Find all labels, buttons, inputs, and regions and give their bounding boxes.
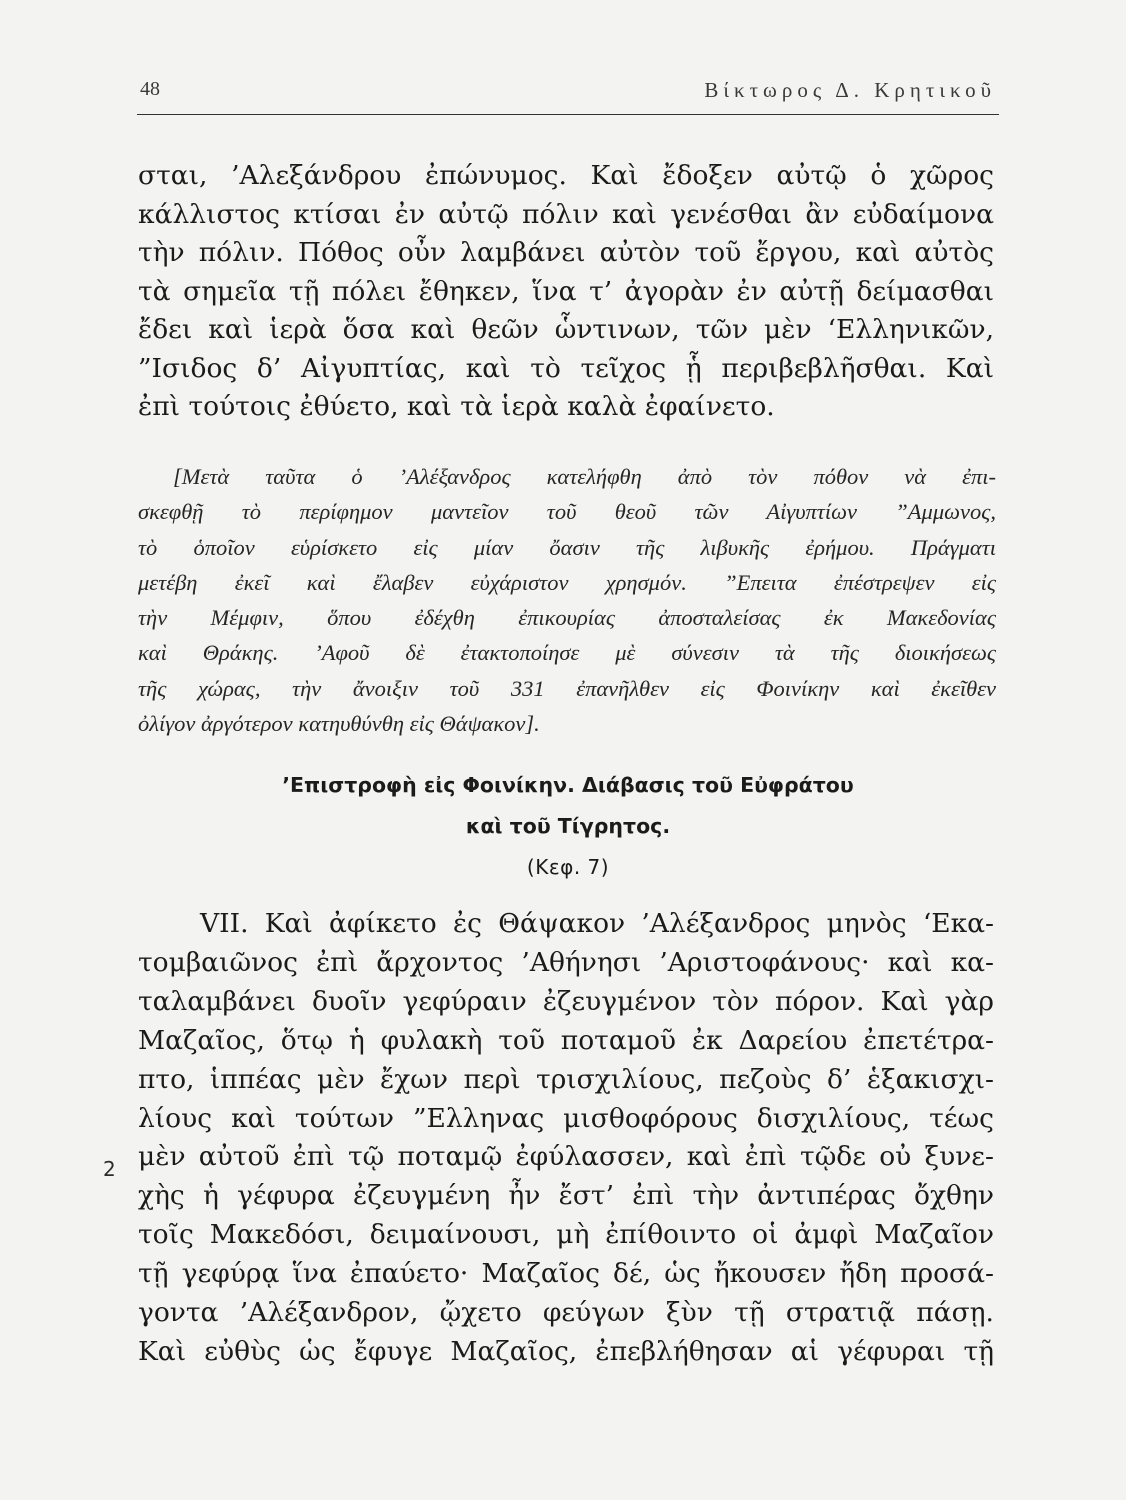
- text-line: πτο, ἱππέας μὲν ἔχων περὶ τρισχιλίους, πεζοὺς δ’ ἑξακισχι-: [138, 1063, 994, 1095]
- text-line: γοντα ’Αλέξανδρον, ᾤχετο φεύγων ξὺν τῇ στρατιᾷ πάσῃ.: [138, 1297, 994, 1329]
- paragraph-a: [138, 157, 994, 427]
- running-title: Βίκτωρος Δ. Κρητικοῦ: [704, 78, 996, 102]
- text-line: χὴς ἡ γέφυρα ἐζευγμένη ἦν ἔστ’ ἐπὶ τὴν ἀντιπέρας ὄχθην: [138, 1180, 994, 1212]
- note-line: ὀλίγον ἀργότερον κατηυθύνθη εἰς Θάψακον].: [138, 711, 540, 737]
- text-line: μὲν αὐτοῦ ἐπὶ τῷ ποταμῷ ἐφύλασσεν, καὶ ἐπὶ τῷδε οὐ ξυνε-: [138, 1141, 994, 1173]
- text-line: ταλαμβάνει δυοῖν γεφύραιν ἐζευγμένον τὸν πόρον. Καὶ γὰρ: [138, 985, 994, 1017]
- note-line: καὶ Θράκης. ’Αφοῦ δὲ ἐτακτοποίησε μὲ σύνεσιν τὰ τῆς διοικήσεως: [138, 640, 996, 666]
- text-line: τομβαιῶνος ἐπὶ ἄρχοντος ’Αθήνησι ’Αριστοφάνους· καὶ κα-: [138, 946, 994, 978]
- paragraph-b: [138, 905, 994, 1372]
- note-line: μετέβη ἐκεῖ καὶ ἔλαβεν εὐχάριστον χρησμόν. ”Επειτα ἐπέστρεψεν εἰς: [138, 569, 996, 595]
- bracketed-note: [138, 459, 996, 741]
- text-line: VII. Καὶ ἀφίκετο ἐς Θάψακον ’Αλέξανδρος μηνὸς ‘Εκα-: [200, 908, 994, 939]
- text-line: ”Ισιδος δ’ Αἰγυπτίας, καὶ τὸ τεῖχος ᾗ περιβεβλῆσθαι. Καὶ: [138, 352, 994, 384]
- text-line: ἐπὶ τούτοις ἐθύετο, καὶ τὰ ἱερὰ καλὰ ἐφαίνετο.: [138, 391, 775, 422]
- text-line: ἔδει καὶ ἱερὰ ὅσα καὶ θεῶν ὧντινων, τῶν μὲν ‘Ελληνικῶν,: [138, 314, 994, 345]
- text-line: τῇ γεφύρᾳ ἵνα ἐπαύετο· Μαζαῖος δέ, ὡς ἤκουσεν ἤδη προσά-: [138, 1258, 994, 1290]
- section-heading: ’Επιστροφὴ εἰς Φοινίκην. Διάβασις τοῦ Εὐφράτου: [282, 773, 854, 797]
- section-heading-continued: καὶ τοῦ Τίγρητος.: [465, 814, 671, 838]
- note-line: τὸ ὁποῖον εὑρίσκετο εἰς μίαν ὄασιν τῆς λιβυκῆς ἐρήμου. Πράγματι: [138, 534, 996, 560]
- note-line: τῆς χώρας, τὴν ἄνοιξιν τοῦ 331 ἐπανῆλθεν εἰς Φοινίκην καὶ ἐκεῖθεν: [138, 675, 996, 701]
- note-line: σκεφθῇ τὸ περίφημον μαντεῖον τοῦ θεοῦ τῶν Αἰγυπτίων ”Αμμωνος,: [138, 499, 996, 525]
- note-line: τὴν Μέμφιν, ὅπου ἐδέχθη ἐπικουρίας ἀποσταλείσας ἐκ Μακεδονίας: [138, 605, 996, 631]
- text-line: σται, ’Αλεξάνδρου ἐπώνυμος. Καὶ ἔδοξεν αὐτῷ ὁ χῶρος: [138, 160, 994, 191]
- text-line: κάλλιστος κτίσαι ἐν αὐτῷ πόλιν καὶ γενέσθαι ἂν εὐδαίμονα: [138, 198, 994, 230]
- header-rule: [137, 114, 999, 115]
- note-line: [Μετὰ ταῦτα ὁ ’Αλέξανδρος κατελήφθη ἀπὸ τὸν πόθον νὰ ἐπι-: [173, 464, 996, 489]
- chapter-reference: (Κεφ. 7): [526, 855, 610, 879]
- margin-section-number: 2: [103, 1157, 116, 1181]
- running-head: [140, 78, 996, 108]
- text-line: τὴν πόλιν. Πόθος οὖν λαμβάνει αὐτὸν τοῦ ἔργου, καὶ αὐτὸς: [138, 237, 994, 268]
- text-line: τὰ σημεῖα τῇ πόλει ἔθηκεν, ἵνα τ’ ἀγορὰν ἐν αὐτῇ δείμασθαι: [138, 275, 994, 307]
- page-number: 48: [140, 78, 160, 100]
- text-line: λίους καὶ τούτων ”Ελληνας μισθοφόρους δισχιλίους, τέως: [138, 1102, 994, 1134]
- text-line: τοῖς Μακεδόσι, δειμαίνουσι, μὴ ἐπίθοιντο οἱ ἀμφὶ Μαζαῖον: [138, 1219, 994, 1251]
- text-line: Καὶ εὐθὺς ὡς ἔφυγε Μαζαῖος, ἐπεβλήθησαν αἱ γέφυραι τῇ: [138, 1335, 994, 1367]
- text-line: Μαζαῖος, ὅτῳ ἡ φυλακὴ τοῦ ποταμοῦ ἐκ Δαρείου ἐπετέτρα-: [138, 1024, 994, 1056]
